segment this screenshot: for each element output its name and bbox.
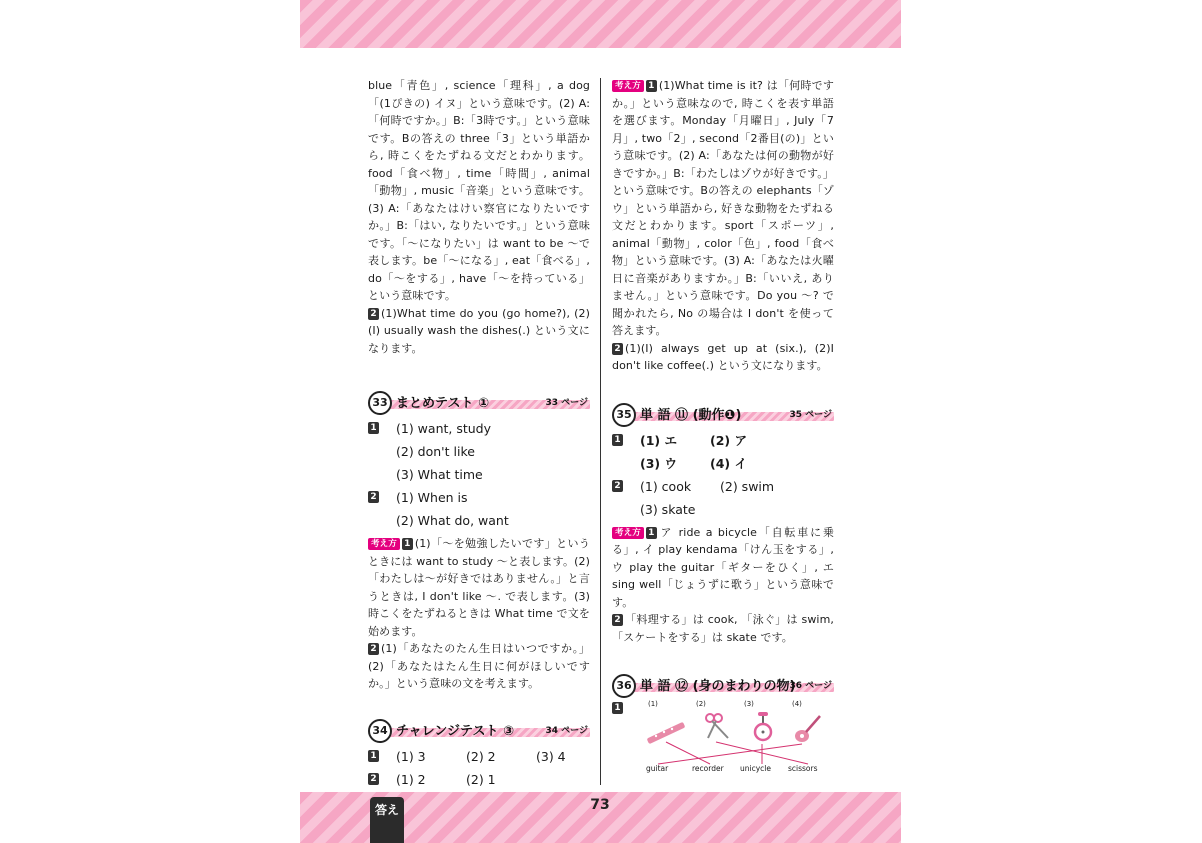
answer-tab: 答え xyxy=(370,797,404,843)
q2-number-icon: 2 xyxy=(612,614,623,626)
intro-paragraph: blue「青色」, science「理科」, a dog「(1ぴきの) イヌ」という意味です。(2) A:「何時ですか。」B:「3時です。」という意味です。Bの答えの three「3」という単語から, 時こくをたずねる文だとわかります。food「食べ物」, time「時間」, animal「動物」, music「音楽」という意味です。(3) A:「あなたはけい察官になりたいですか。」B:「はい, なりたいです。」という意味です。「〜になりたい」は want to be 〜で表します。be「〜になる」, eat「食べる」, do「〜をする」, have「〜を持っている」という意味です。 xyxy=(368,79,590,302)
explanation-2: 2 (1)「あなたのたん生日はいつですか。」(2)「あなたはたん生日に何がほしいですか。」という意味の文を考えます。 xyxy=(368,642,590,690)
explanation-2: 2 「料理する」は cook, 「泳ぐ」は swim, 「スケートをする」は skate です。 xyxy=(612,613,834,644)
section-page-ref: 33 ページ xyxy=(545,398,588,408)
page-number: 73 xyxy=(590,797,610,813)
unicycle-icon xyxy=(755,712,771,740)
explanation-2: 2 (1)(I) always get up at (six.), (2)I don't like coffee(.) という文になります。 xyxy=(612,341,834,372)
picture-label: (1) xyxy=(648,700,658,708)
q2-number-icon: 2 xyxy=(612,343,623,355)
q1-number-icon: 1 xyxy=(402,538,413,550)
hint-badge: 考え方 xyxy=(612,527,644,539)
section-number: 33 xyxy=(368,391,392,415)
answer-row xyxy=(368,417,590,440)
answer-row xyxy=(368,440,590,463)
q2-number-icon: 2 xyxy=(612,480,623,492)
match-word: unicycle xyxy=(740,764,771,773)
answer-cell: (1) When is xyxy=(396,490,468,505)
explanation-1: 考え方 1 ア ride a bicycle「自転車に乗る」, イ play kendama「けん玉をする」, ウ play the guitar「ギターをひく」, エ sing well「じょうずに歌う」という意味です。 xyxy=(612,525,834,609)
answer-cell: (3) What time xyxy=(396,467,483,482)
q1-number-icon: 1 xyxy=(612,702,623,714)
answer-cell: (1) 3 xyxy=(396,748,426,764)
recorder-icon xyxy=(647,722,686,744)
answer-cell: (4) イ xyxy=(710,455,747,471)
answer-cell: (2) ア xyxy=(710,432,747,448)
q1-number-icon: 1 xyxy=(646,80,657,92)
answer-cell: (3) ウ xyxy=(640,455,677,471)
left-column xyxy=(368,77,590,791)
answer-row xyxy=(368,745,590,768)
explanation-1: 考え方 1 (1)What time is it? は「何時ですか。」という意味なので, 時こくを表す単語を選びます。Monday「月曜日」, July「7月」, two「2」, second「2番目(の)」という意味です。(2) A:「あなたは何の動物が好きですか。」B:「わたしはゾウが好きです。」という意味です。Bの答えの elephants「ゾウ」という単語から, 好きな動物をたずねる文だとわかります。sport「スポーツ」, animal「動物」, color「色」, food「食べ物」という意味です。(3) A:「あなたは火曜日に音楽がありますか。」B:「いいえ, ありません。」という意味です。Do you 〜? で聞かれたら, No の場合は I don't を使って答えます。 xyxy=(612,79,834,337)
answer-cell: (2) swim xyxy=(720,478,775,494)
answer-row xyxy=(612,475,834,498)
q2-number-icon: 2 xyxy=(368,773,379,785)
answer-row xyxy=(368,509,590,532)
match-word: scissors xyxy=(788,764,818,773)
page xyxy=(300,0,901,843)
section-number: 36 xyxy=(612,674,636,698)
section-title: 単 語 ⑪ (動作❶) xyxy=(640,407,742,423)
q2-number-icon: 2 xyxy=(368,643,379,655)
q1-number-icon: 1 xyxy=(646,527,657,539)
section-title: チャレンジテスト ③ xyxy=(396,723,514,739)
answer-cell: (3) skate xyxy=(640,501,696,517)
explanation-1: 考え方 1 (1)「〜を勉強したいです」というときには want to study 〜と表します。(2)「わたしは〜が好きではありません。」と言うときは, I don't like 〜. で表します。(3) 時こくをたずねるときは What time で文を始めます。 xyxy=(368,537,590,638)
guitar-icon xyxy=(795,716,820,742)
right-column xyxy=(612,77,834,780)
hint-badge: 考え方 xyxy=(612,80,644,92)
hint-badge: 考え方 xyxy=(368,538,400,550)
answer-cell: (3) 4 xyxy=(536,748,566,764)
q2-number-icon: 2 xyxy=(368,491,379,503)
section-page-ref: 36 ページ xyxy=(789,681,832,691)
answer-cell: (1) cook xyxy=(640,478,692,494)
q2-number-icon: 2 xyxy=(368,308,379,320)
answer-row xyxy=(612,452,834,475)
intro-q2: 2 (1)What time do you (go home?), (2)(I) usually wash the dishes(.) という文になります。 xyxy=(368,306,590,355)
matching-illustration xyxy=(612,706,834,770)
match-word: guitar xyxy=(646,764,669,773)
section-page-ref: 35 ページ xyxy=(789,409,832,420)
matching-lines xyxy=(658,742,808,764)
match-word: recorder xyxy=(692,764,724,773)
section-35-header xyxy=(612,403,834,425)
picture-label: (3) xyxy=(744,700,754,708)
section-36-header xyxy=(612,674,834,696)
answer-cell: (2) What do, want xyxy=(396,513,509,528)
q1-number-icon: 1 xyxy=(612,434,623,446)
section-33-header xyxy=(368,391,590,413)
answer-cell: (1) want, study xyxy=(396,421,492,436)
scissors-icon xyxy=(706,714,728,738)
section-34-header xyxy=(368,719,590,741)
answer-cell: (1) エ xyxy=(640,432,677,448)
section-title: まとめテスト ① xyxy=(396,396,490,411)
picture-label: (2) xyxy=(696,700,706,708)
column-divider xyxy=(600,78,601,785)
section-page-ref: 34 ページ xyxy=(545,725,588,736)
q1-number-icon: 1 xyxy=(368,422,379,434)
answer-row xyxy=(368,463,590,486)
section-number: 35 xyxy=(612,403,636,427)
answer-cell: (1) 2 xyxy=(396,771,426,787)
answer-row xyxy=(612,429,834,452)
top-stripe-banner xyxy=(300,0,901,48)
answer-cell: (2) don't like xyxy=(396,444,475,459)
picture-label: (4) xyxy=(792,700,802,708)
answer-row xyxy=(368,768,590,791)
matching-picture-area xyxy=(612,700,834,780)
answer-cell: (2) 2 xyxy=(466,748,496,764)
answer-cell: (2) 1 xyxy=(466,771,496,787)
section-title: 単 語 ⑫ (身のまわりの物) xyxy=(640,679,796,694)
section-number: 34 xyxy=(368,719,392,743)
answer-row xyxy=(368,486,590,509)
answer-row xyxy=(612,498,834,521)
q1-number-icon: 1 xyxy=(368,750,379,762)
